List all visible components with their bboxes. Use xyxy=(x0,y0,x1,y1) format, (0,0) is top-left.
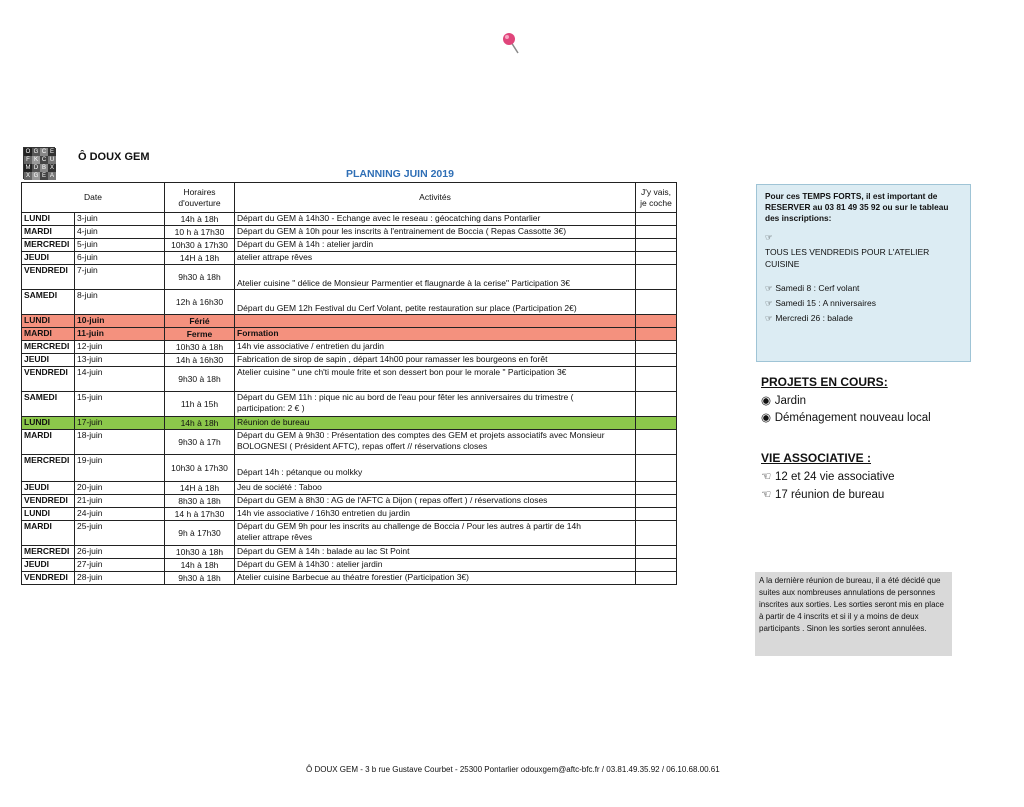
hours-cell: Ferme xyxy=(165,328,235,341)
activity-cell xyxy=(235,265,636,290)
activity-text: 14h vie associative / entretien du jardin xyxy=(237,341,384,351)
day-cell: MARDI xyxy=(22,521,75,546)
checkbox-cell[interactable] xyxy=(636,508,677,521)
date-cell: 5-juin xyxy=(75,239,165,252)
activity-text: Jeu de société : Taboo xyxy=(237,482,322,492)
table-row xyxy=(22,226,677,239)
activity-text: Fabrication de sirop de sapin , départ 14h00 pour ramasser les bourgeons en forêt xyxy=(237,354,548,364)
hand-pointer-icon: ☞ xyxy=(765,284,776,294)
activity-text-line2: atelier attrape rêves xyxy=(237,532,313,542)
date-cell: 20-juin xyxy=(75,482,165,495)
activity-cell xyxy=(235,392,636,417)
bullet-icon: ◉ xyxy=(761,393,775,407)
hours-cell: 14h à 18h xyxy=(165,417,235,430)
checkbox-cell[interactable] xyxy=(636,252,677,265)
activity-text: Départ du GEM à 14h30 - Echange avec le reseau : géocatching dans Pontarlier xyxy=(237,213,541,223)
info-item: ☞ Samedi 8 : Cerf volant xyxy=(765,283,860,294)
day-cell: JEUDI xyxy=(22,559,75,572)
activity-cell xyxy=(235,482,636,495)
checkbox-cell[interactable] xyxy=(636,417,677,430)
hours-cell: 8h30 à 18h xyxy=(165,495,235,508)
day-cell: MERCREDI xyxy=(22,455,75,482)
day-cell: MARDI xyxy=(22,328,75,341)
day-cell: MARDI xyxy=(22,430,75,455)
table-row xyxy=(22,495,677,508)
day-cell: SAMEDI xyxy=(22,392,75,417)
table-row xyxy=(22,572,677,585)
checkbox-cell[interactable] xyxy=(636,392,677,417)
hours-cell: 14H à 18h xyxy=(165,482,235,495)
day-cell: MERCREDI xyxy=(22,239,75,252)
table-row xyxy=(22,354,677,367)
hours-cell: 14h à 18h xyxy=(165,559,235,572)
activity-text: Atelier cuisine " délice de Monsieur Parmentier et flaugnarde à la cerise" Participation 3€ xyxy=(237,278,570,288)
activity-cell xyxy=(235,354,636,367)
activity-cell xyxy=(235,521,636,546)
logo-cell: B xyxy=(41,165,46,171)
association-item: ☜ 12 et 24 vie associative xyxy=(761,469,895,483)
activity-text: Départ du GEM 9h pour les inscrits au challenge de Boccia / Pour les autres à partir de 14h xyxy=(237,521,581,531)
table-row xyxy=(22,367,677,392)
hours-cell: 14h à 18h xyxy=(165,213,235,226)
checkbox-cell[interactable] xyxy=(636,455,677,482)
hours-cell: 9h30 à 18h xyxy=(165,572,235,585)
logo-cell: X xyxy=(25,173,30,179)
header-checkbox: J'y vais, je coche xyxy=(636,183,677,213)
logo-cell: M xyxy=(25,165,31,171)
activity-text: Départ du GEM à 10h pour les inscrits à l'entrainement de Boccia ( Repas Cassotte 3€) xyxy=(237,226,567,236)
day-cell: MARDI xyxy=(22,226,75,239)
activity-text: 14h vie associative / 16h30 entretien du jardin xyxy=(237,508,410,518)
activity-cell xyxy=(235,226,636,239)
info-item: ☞ Mercredi 26 : balade xyxy=(765,313,853,324)
checkbox-cell[interactable] xyxy=(636,495,677,508)
activity-cell xyxy=(235,239,636,252)
date-cell: 6-juin xyxy=(75,252,165,265)
checkbox-cell[interactable] xyxy=(636,226,677,239)
reservation-info-box xyxy=(756,184,971,362)
checkbox-cell[interactable] xyxy=(636,354,677,367)
checkbox-cell[interactable] xyxy=(636,559,677,572)
pushpin-icon xyxy=(497,28,527,58)
day-cell: LUNDI xyxy=(22,213,75,226)
activity-text: Réunion de bureau xyxy=(237,417,310,427)
table-row xyxy=(22,265,677,290)
hours-cell: 10 h à 17h30 xyxy=(165,226,235,239)
day-cell: VENDREDI xyxy=(22,367,75,392)
logo-cell: F xyxy=(24,156,32,164)
cancellation-note: A la dernière réunion de bureau, il a été décidé que suites aux nombreuses annulations de personnes inscrites aux sorties. Les sorties seront mis en place à partir de 4 inscrits et si il y a moins de deux participants . Sinon les sorties seront annulées. xyxy=(755,572,952,656)
hours-cell: 9h30 à 18h xyxy=(165,367,235,392)
hand-icon: ☜ xyxy=(761,487,775,501)
activity-text-line2: BOLOGNESI ( Président AFTC), repas offert // réservations closes xyxy=(237,441,488,451)
table-row xyxy=(22,482,677,495)
date-cell: 24-juin xyxy=(75,508,165,521)
logo-cell: G xyxy=(33,173,39,179)
activity-cell xyxy=(235,367,636,392)
table-row xyxy=(22,455,677,482)
day-cell: SAMEDI xyxy=(22,290,75,315)
day-cell: JEUDI xyxy=(22,354,75,367)
table-row xyxy=(22,521,677,546)
day-cell: VENDREDI xyxy=(22,495,75,508)
header-activities: Activités xyxy=(235,183,636,213)
table-row xyxy=(22,341,677,354)
hours-cell: 10h30 à 18h xyxy=(165,546,235,559)
day-cell: MERCREDI xyxy=(22,341,75,354)
activity-text: Atelier cuisine " une ch'ti moule frite et son dessert bon pour le morale " Participation 3€ xyxy=(237,367,567,377)
activity-text: Formation xyxy=(237,328,279,338)
logo-cell: A xyxy=(49,173,54,179)
info-header: Pour ces TEMPS FORTS, il est important de RESERVER au 03 81 49 35 92 ou sur le tableau des inscriptions: xyxy=(765,191,949,223)
date-cell: 28-juin xyxy=(75,572,165,585)
hand-pointer-icon: ☞ xyxy=(765,233,773,243)
table-row xyxy=(22,508,677,521)
hours-cell: 10h30 à 18h xyxy=(165,341,235,354)
logo-cell: E xyxy=(49,149,54,155)
checkbox-cell[interactable] xyxy=(636,328,677,341)
hours-cell: 10h30 à 17h30 xyxy=(165,455,235,482)
date-cell: 4-juin xyxy=(75,226,165,239)
activity-cell xyxy=(235,341,636,354)
footer-contact: Ô DOUX GEM - 3 b rue Gustave Courbet - 25300 Pontarlier odouxgem@aftc-bfc.fr / 03.81.49.35.92 / 06.10.68.00.61 xyxy=(306,765,720,774)
logo-cell: C xyxy=(41,157,47,163)
date-cell: 15-juin xyxy=(75,392,165,417)
table-row xyxy=(22,239,677,252)
activity-text: Départ du GEM 11h : pique nic au bord de l'eau pour fêter les anniversaires du trimestre ( xyxy=(237,392,574,402)
table-row xyxy=(22,290,677,315)
project-item: ◉ Déménagement nouveau local xyxy=(761,410,931,424)
logo-cell: G xyxy=(33,149,39,155)
table-row xyxy=(22,392,677,417)
hours-cell: 10h30 à 17h30 xyxy=(165,239,235,252)
table-row xyxy=(22,213,677,226)
checkbox-cell[interactable] xyxy=(636,521,677,546)
activity-cell xyxy=(235,417,636,430)
planning-table xyxy=(21,182,677,585)
checkbox-cell[interactable] xyxy=(636,367,677,392)
table-row xyxy=(22,559,677,572)
activity-cell xyxy=(235,252,636,265)
hours-cell: 14 h à 17h30 xyxy=(165,508,235,521)
activity-text: Départ du GEM à 9h30 : Présentation des comptes des GEM et projets associatifs avec Monsieur xyxy=(237,430,605,440)
activity-cell xyxy=(235,430,636,455)
date-cell: 14-juin xyxy=(75,367,165,392)
hours-cell: 14h à 16h30 xyxy=(165,354,235,367)
projects-title: PROJETS EN COURS: xyxy=(761,375,888,389)
activity-cell xyxy=(235,495,636,508)
activity-cell xyxy=(235,328,636,341)
header-hours: Horaires d'ouverture xyxy=(165,183,235,213)
activity-cell xyxy=(235,290,636,315)
activity-text: Atelier cuisine Barbecue au théatre forestier (Participation 3€) xyxy=(237,572,469,582)
date-cell: 17-juin xyxy=(75,417,165,430)
hand-pointer-icon: ☞ xyxy=(765,299,776,309)
table-row xyxy=(22,328,677,341)
info-line: TOUS LES VENDREDIS POUR L'ATELIER CUISINE xyxy=(765,247,930,269)
association-life-title: VIE ASSOCIATIVE : xyxy=(761,451,872,465)
checkbox-cell[interactable] xyxy=(636,315,677,328)
date-cell: 3-juin xyxy=(75,213,165,226)
checkbox-cell[interactable] xyxy=(636,341,677,354)
hours-cell: 11h à 15h xyxy=(165,392,235,417)
activity-cell xyxy=(235,213,636,226)
checkbox-cell[interactable] xyxy=(636,290,677,315)
day-cell: VENDREDI xyxy=(22,265,75,290)
activity-text: Départ du GEM à 14h : balade au lac St Point xyxy=(237,546,410,556)
header-date: Date xyxy=(22,183,165,213)
checkbox-cell[interactable] xyxy=(636,430,677,455)
date-cell: 13-juin xyxy=(75,354,165,367)
activity-text: Départ 14h : pétanque ou molkky xyxy=(237,467,363,477)
hand-icon: ☜ xyxy=(761,469,775,483)
date-cell: 18-juin xyxy=(75,430,165,455)
hours-cell: 9h30 à 18h xyxy=(165,265,235,290)
table-row xyxy=(22,430,677,455)
day-cell: JEUDI xyxy=(22,482,75,495)
hours-cell: 12h à 16h30 xyxy=(165,290,235,315)
activity-text: Départ du GEM à 14h : atelier jardin xyxy=(237,239,374,249)
planning-title: PLANNING JUIN 2019 xyxy=(346,168,454,180)
activity-cell xyxy=(235,572,636,585)
day-cell: JEUDI xyxy=(22,252,75,265)
day-cell: VENDREDI xyxy=(22,572,75,585)
checkbox-cell[interactable] xyxy=(636,213,677,226)
checkbox-cell[interactable] xyxy=(636,482,677,495)
date-cell: 26-juin xyxy=(75,546,165,559)
date-cell: 7-juin xyxy=(75,265,165,290)
hours-cell: 9h30 à 17h xyxy=(165,430,235,455)
date-cell: 19-juin xyxy=(75,455,165,482)
project-item: ◉ Jardin xyxy=(761,393,807,407)
table-row xyxy=(22,417,677,430)
day-cell: MERCREDI xyxy=(22,546,75,559)
logo-cell: D xyxy=(33,165,39,171)
date-cell: 11-juin xyxy=(75,328,165,341)
date-cell: 21-juin xyxy=(75,495,165,508)
logo-cell: O xyxy=(25,149,31,155)
table-row xyxy=(22,546,677,559)
hand-pointer-icon: ☞ xyxy=(765,314,776,324)
table-header-row xyxy=(22,183,677,213)
activity-cell xyxy=(235,455,636,482)
table-row xyxy=(22,252,677,265)
gem-logo xyxy=(23,147,55,179)
activity-cell xyxy=(235,546,636,559)
checkbox-cell[interactable] xyxy=(636,572,677,585)
day-cell: LUNDI xyxy=(22,417,75,430)
bullet-icon: ◉ xyxy=(761,410,775,424)
activity-cell xyxy=(235,559,636,572)
checkbox-cell[interactable] xyxy=(636,265,677,290)
activity-text: Départ du GEM à 14h30 : atelier jardin xyxy=(237,559,383,569)
table-row xyxy=(22,315,677,328)
activity-cell xyxy=(235,315,636,328)
activity-cell xyxy=(235,508,636,521)
logo-cell: U xyxy=(49,157,55,163)
day-cell: LUNDI xyxy=(22,315,75,328)
checkbox-cell[interactable] xyxy=(636,546,677,559)
logo-cell: C xyxy=(41,149,47,155)
hours-cell: 14H à 18h xyxy=(165,252,235,265)
association-item: ☜ 17 réunion de bureau xyxy=(761,487,885,501)
logo-cell: K xyxy=(33,157,38,163)
activity-text-line2: participation: 2 € ) xyxy=(237,403,305,413)
logo-cell: X xyxy=(49,165,54,171)
hours-cell: Férié xyxy=(165,315,235,328)
date-cell: 27-juin xyxy=(75,559,165,572)
date-cell: 8-juin xyxy=(75,290,165,315)
date-cell: 12-juin xyxy=(75,341,165,354)
activity-text: atelier attrape rêves xyxy=(237,252,313,262)
checkbox-cell[interactable] xyxy=(636,239,677,252)
activity-text: Départ du GEM à 8h30 : AG de l'AFTC à Dijon ( repas offert ) / réservations closes xyxy=(237,495,548,505)
day-cell: LUNDI xyxy=(22,508,75,521)
logo-cell: E xyxy=(41,173,46,179)
org-name: Ô DOUX GEM xyxy=(78,151,150,163)
date-cell: 10-juin xyxy=(75,315,165,328)
activity-text: Départ du GEM 12h Festival du Cerf Volant, petite restauration sur place (Participation 2€) xyxy=(237,303,577,313)
hours-cell: 9h à 17h30 xyxy=(165,521,235,546)
info-item: ☞ Samedi 15 : A nniversaires xyxy=(765,298,876,309)
date-cell: 25-juin xyxy=(75,521,165,546)
